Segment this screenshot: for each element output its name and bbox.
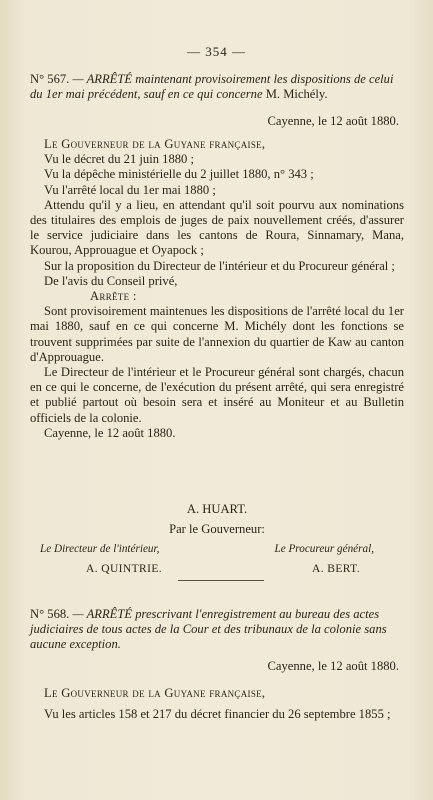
act-567-consideration: Vu l'arrêté local du 1er mai 1880 ; xyxy=(44,182,216,197)
procureur-general-title: Le Procureur général, xyxy=(274,543,374,555)
act-567-consideration: Attendu qu'il y a lieu, en attendant qu'il soit pourvu aux nominations des titulaires des emplois de juges de paix nouvellement créés, d'assurer le service judiciaire dans les cantons de Roura, Sinnamary, Mana, Kourou, Approuague et Oyapock ; xyxy=(30,197,404,258)
act-568-preamble xyxy=(30,686,404,722)
act-567-consideration: Vu le décret du 21 juin 1880 ; xyxy=(44,152,194,167)
act-567-governor: Le Gouverneur de la Guyane française, xyxy=(44,137,266,151)
act-568-title: — ARRÊTÉ prescrivant l'enregistrement au bureau des actes judiciaires de tous actes de la Cour et des tribunaux de la colonie sans aucune exception. xyxy=(30,607,387,652)
act-567-title-name: M. Michély. xyxy=(265,87,328,102)
act-567-heading xyxy=(30,72,402,102)
act-567-number: N° 567. xyxy=(30,72,70,86)
act-567-consideration: Vu la dépêche ministérielle du 2 juillet 1880, n° 343 ; xyxy=(44,167,314,182)
act-567-par-le-gouverneur: Par le Gouverneur: xyxy=(169,522,265,536)
act-568-heading xyxy=(30,607,402,653)
act-567-article: Le Directeur de l'intérieur et le Procureur général sont chargés, chacun en ce qui le concerne, de l'exécution du présent arrêté, qui sera enregistré et publié partout où besoin sera et inséré au Moniteur et au Bulletin officiels de la colonie. xyxy=(30,365,404,425)
act-567-consideration: Sur la proposition du Directeur de l'intérieur et du Procureur général ; xyxy=(44,258,395,273)
section-divider xyxy=(178,580,264,581)
act-567-closing-date: Cayenne, le 12 août 1880. xyxy=(44,425,176,440)
directeur-interieur-name: A. QUINTRIE. xyxy=(86,563,163,575)
act-567-signature: A. HUART. xyxy=(186,502,248,516)
act-567-title: — ARRÊTÉ maintenant provisoirement les dispositions de celui du 1er mai précédent, sauf en ce qui concerne xyxy=(30,72,394,102)
act-568-consideration: Vu les articles 158 et 217 du décret financier du 26 septembre 1855 ; xyxy=(44,707,391,722)
act-567-date: Cayenne, le 12 août 1880. xyxy=(267,114,399,128)
act-567-article: Sont provisoirement maintenues les dispositions de l'arrêté local du 1er mai 1880, sauf en ce qui concerne M. Michély dont les fonctions se trouvent supprimées par suite de l'annexion du quartier de Kaw au canton d'Approuague. xyxy=(30,304,404,364)
act-568-date: Cayenne, le 12 août 1880. xyxy=(267,659,399,673)
act-567-consideration: De l'avis du Conseil privé, xyxy=(44,273,178,288)
act-568-governor: Le Gouverneur de la Guyane française, xyxy=(44,686,266,700)
directeur-interieur-title: Le Directeur de l'intérieur, xyxy=(40,543,160,555)
act-567-arrete-label: Arrête : xyxy=(90,289,137,304)
act-568-number: N° 568. xyxy=(30,607,70,621)
page-number: — 354 — xyxy=(187,44,246,59)
act-567-preamble xyxy=(30,137,404,441)
procureur-general-name: A. BERT. xyxy=(312,563,360,575)
